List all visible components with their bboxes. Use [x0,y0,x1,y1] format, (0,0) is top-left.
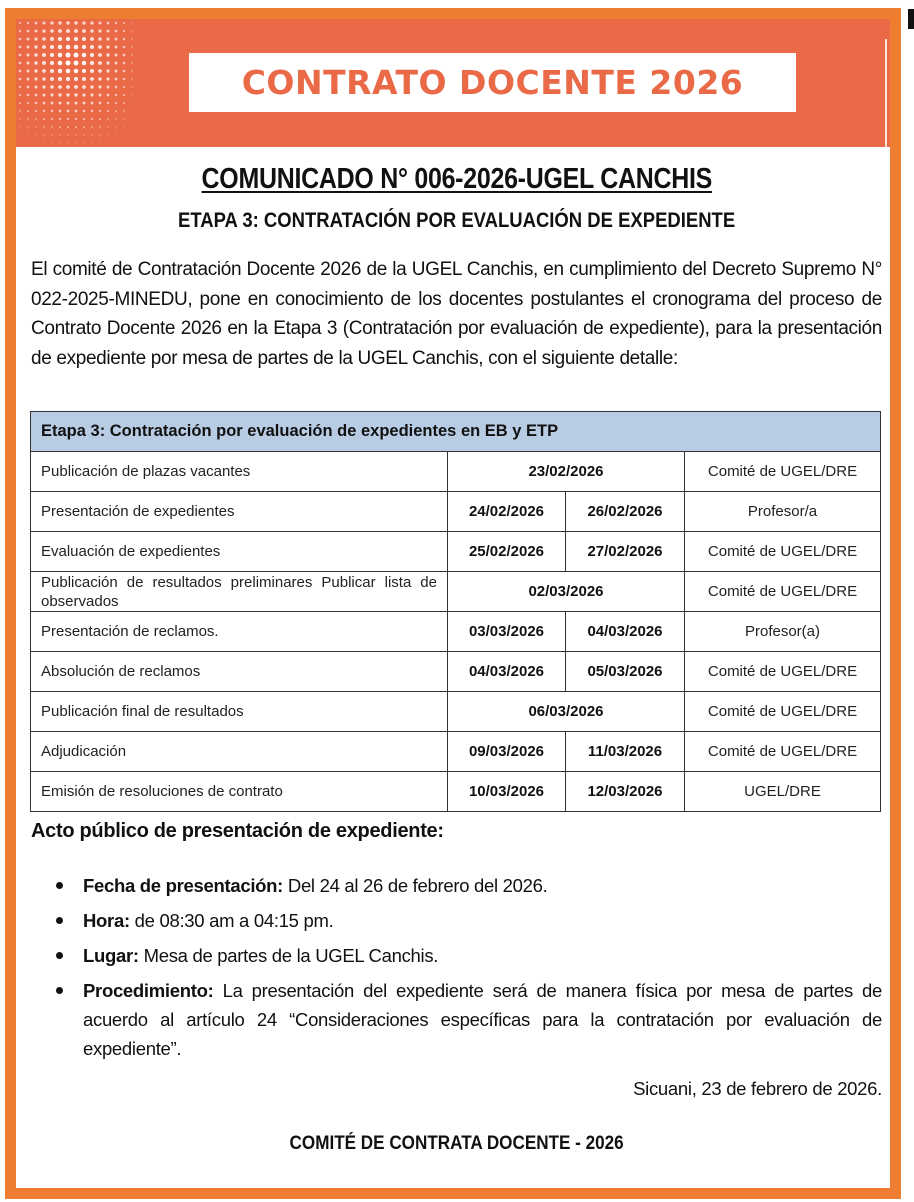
halftone-dots-decoration [16,19,156,147]
signature-text: COMITÉ DE CONTRATA DOCENTE - 2026 [289,1133,625,1154]
comunicado-title: COMUNICADO N° 006-2026-UGEL CANCHIS [201,163,713,195]
signature-block [0,1133,914,1155]
table-row [31,492,881,532]
responsible-cell: Comité de UGEL/DRE [685,532,881,572]
start-date-cell: 25/02/2026 [448,532,566,572]
activity-cell: Publicación de resultados preliminares Publicar lista de observados [31,572,448,612]
responsible-cell: Profesor/a [685,492,881,532]
table-row [31,452,881,492]
acto-details-list [48,871,882,1069]
responsible-cell: UGEL/DRE [685,772,881,812]
end-date-cell: 05/03/2026 [566,652,685,692]
schedule-table-title: Etapa 3: Contratación por evaluación de expedientes en EB y ETP [31,412,881,452]
responsible-cell: Comité de UGEL/DRE [685,692,881,732]
activity-cell: Adjudicación [31,732,448,772]
bullet-icon [56,882,63,889]
date-cell: 02/03/2026 [448,572,685,612]
detail-lugar: Lugar: Mesa de partes de la UGEL Canchis. [48,941,882,970]
table-row [31,692,881,732]
banner-edge-line [885,39,887,147]
activity-cell: Presentación de reclamos. [31,612,448,652]
table-row [31,532,881,572]
detail-fecha: Fecha de presentación: Del 24 al 26 de febrero del 2026. [48,871,882,900]
table-row [31,612,881,652]
activity-cell: Presentación de expedientes [31,492,448,532]
bullet-icon [56,952,63,959]
activity-cell: Publicación final de resultados [31,692,448,732]
bullet-icon [56,987,63,994]
table-row [31,652,881,692]
responsible-cell: Comité de UGEL/DRE [685,652,881,692]
bullet-icon [56,917,63,924]
activity-cell: Publicación de plazas vacantes [31,452,448,492]
place-date: Sicuani, 23 de febrero de 2026. [633,1078,882,1099]
responsible-cell: Comité de UGEL/DRE [685,452,881,492]
start-date-cell: 03/03/2026 [448,612,566,652]
detail-hora: Hora: de 08:30 am a 04:15 pm. [48,906,882,935]
edge-artifact [908,9,914,29]
schedule-table [30,411,881,812]
date-cell: 23/02/2026 [448,452,685,492]
responsible-cell: Comité de UGEL/DRE [685,732,881,772]
activity-cell: Absolución de reclamos [31,652,448,692]
banner-title: CONTRATO DOCENTE 2026 [241,63,744,102]
etapa-title: ETAPA 3: CONTRATACIÓN POR EVALUACIÓN DE EXPEDIENTE [178,209,736,232]
detail-procedimiento: Procedimiento: La presentación del expediente será de manera física por mesa de partes de acuerdo al artículo 24 “Consideraciones específicas para la contratación por evaluación de expediente”. [48,976,882,1063]
end-date-cell: 26/02/2026 [566,492,685,532]
end-date-cell: 12/03/2026 [566,772,685,812]
start-date-cell: 09/03/2026 [448,732,566,772]
end-date-cell: 11/03/2026 [566,732,685,772]
activity-cell: Emisión de resoluciones de contrato [31,772,448,812]
banner-title-box [189,53,796,112]
responsible-cell: Comité de UGEL/DRE [685,572,881,612]
intro-paragraph: El comité de Contratación Docente 2026 de la UGEL Canchis, en cumplimiento del Decreto Supremo N° 022-2025-MINEDU, pone en conocimiento de los docentes postulantes el cronograma del proceso de Contrato Docente 2026 en la Etapa 3 (Contratación por evaluación de expediente), para la presentación de expediente por mesa de partes de la UGEL Canchis, con el siguiente detalle: [31,259,882,369]
end-date-cell: 27/02/2026 [566,532,685,572]
etapa-heading [0,209,914,233]
start-date-cell: 10/03/2026 [448,772,566,812]
responsible-cell: Profesor(a) [685,612,881,652]
header-banner [16,19,890,147]
start-date-cell: 04/03/2026 [448,652,566,692]
table-row [31,772,881,812]
comunicado-heading [0,163,914,196]
table-row [31,732,881,772]
end-date-cell: 04/03/2026 [566,612,685,652]
activity-cell: Evaluación de expedientes [31,532,448,572]
table-row [31,572,881,612]
acto-publico-heading: Acto público de presentación de expediente: [31,820,444,842]
date-cell: 06/03/2026 [448,692,685,732]
start-date-cell: 24/02/2026 [448,492,566,532]
